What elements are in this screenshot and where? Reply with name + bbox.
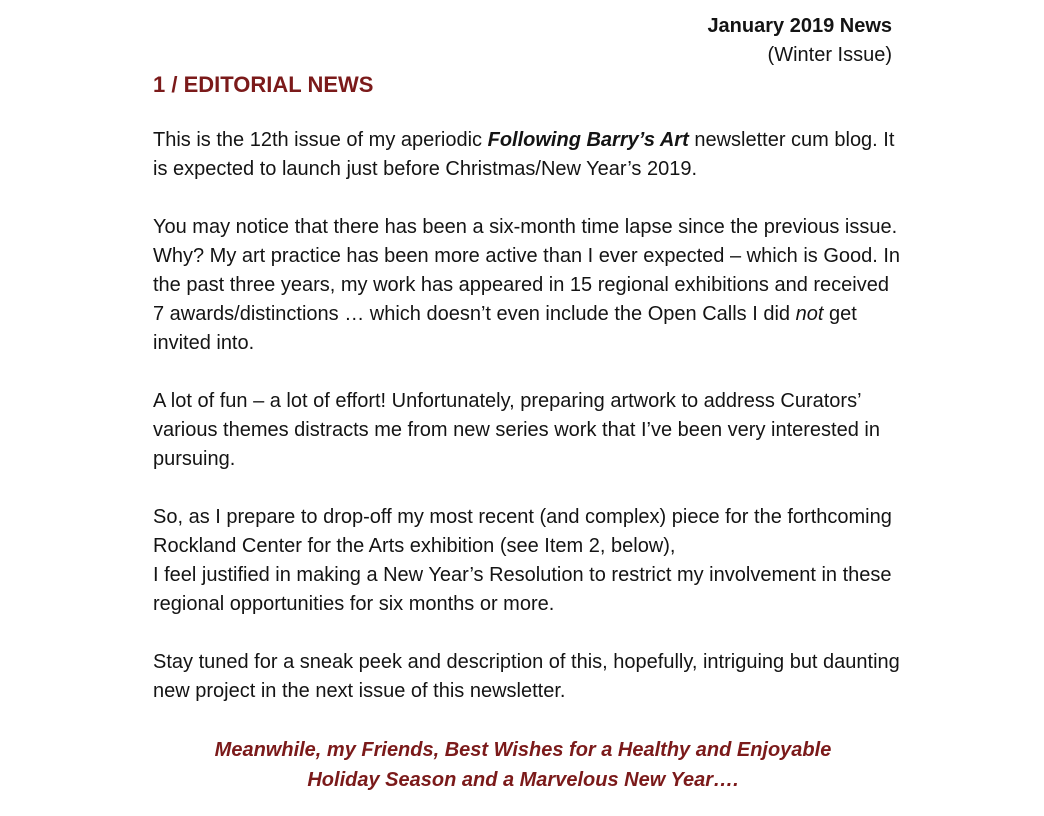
paragraph-resolution-line1: So, as I prepare to drop-off my most recent (and complex) piece for the forthcoming Rockland Center for the Arts exhibition (see Item 2, below), xyxy=(153,506,892,557)
closing-wishes xyxy=(153,735,893,795)
issue-season: (Winter Issue) xyxy=(767,44,892,66)
closing-line-2: Holiday Season and a Marvelous New Year…. xyxy=(307,769,739,791)
paragraph-time-lapse-lead: You may notice that there has been a six-month time lapse since the previous issue. Why? My art practice has been more active than I ever expected – which is Good. In the past three years, my work has appeared in 15 regional exhibitions and received 7 awards/distinctions … which doesn’t even include the Open Calls I did xyxy=(153,216,901,325)
section-title: 1 / EDITORIAL NEWS xyxy=(153,72,374,97)
issue-date: January 2019 News xyxy=(707,15,892,37)
paragraph-time-lapse-tail: get invited into. xyxy=(153,303,857,354)
newsletter-name: Following Barry’s Art xyxy=(487,129,689,151)
article-body xyxy=(153,126,903,735)
paragraph-resolution xyxy=(153,503,903,619)
closing-line-1: Meanwhile, my Friends, Best Wishes for a Healthy and Enjoyable xyxy=(214,739,832,761)
issue-header xyxy=(707,12,892,70)
paragraph-intro-lead: This is the 12th issue of my aperiodic xyxy=(153,129,488,151)
paragraph-intro xyxy=(153,126,903,184)
paragraph-time-lapse xyxy=(153,213,903,358)
paragraph-effort: A lot of fun – a lot of effort! Unfortunately, preparing artwork to address Curators’ various themes distracts me from new series work that I’ve been very interested in pursuing. xyxy=(153,390,880,470)
paragraph-stay-tuned: Stay tuned for a sneak peek and description of this, hopefully, intriguing but daunting new project in the next issue of this newsletter. xyxy=(153,651,900,702)
paragraph-resolution-line2: I feel justified in making a New Year’s Resolution to restrict my involvement in these regional opportunities for six months or more. xyxy=(153,564,892,615)
paragraph-intro-tail: newsletter cum blog. It is expected to launch just before Christmas/New Year’s 2019. xyxy=(153,129,895,180)
emphasis-not: not xyxy=(795,303,824,325)
